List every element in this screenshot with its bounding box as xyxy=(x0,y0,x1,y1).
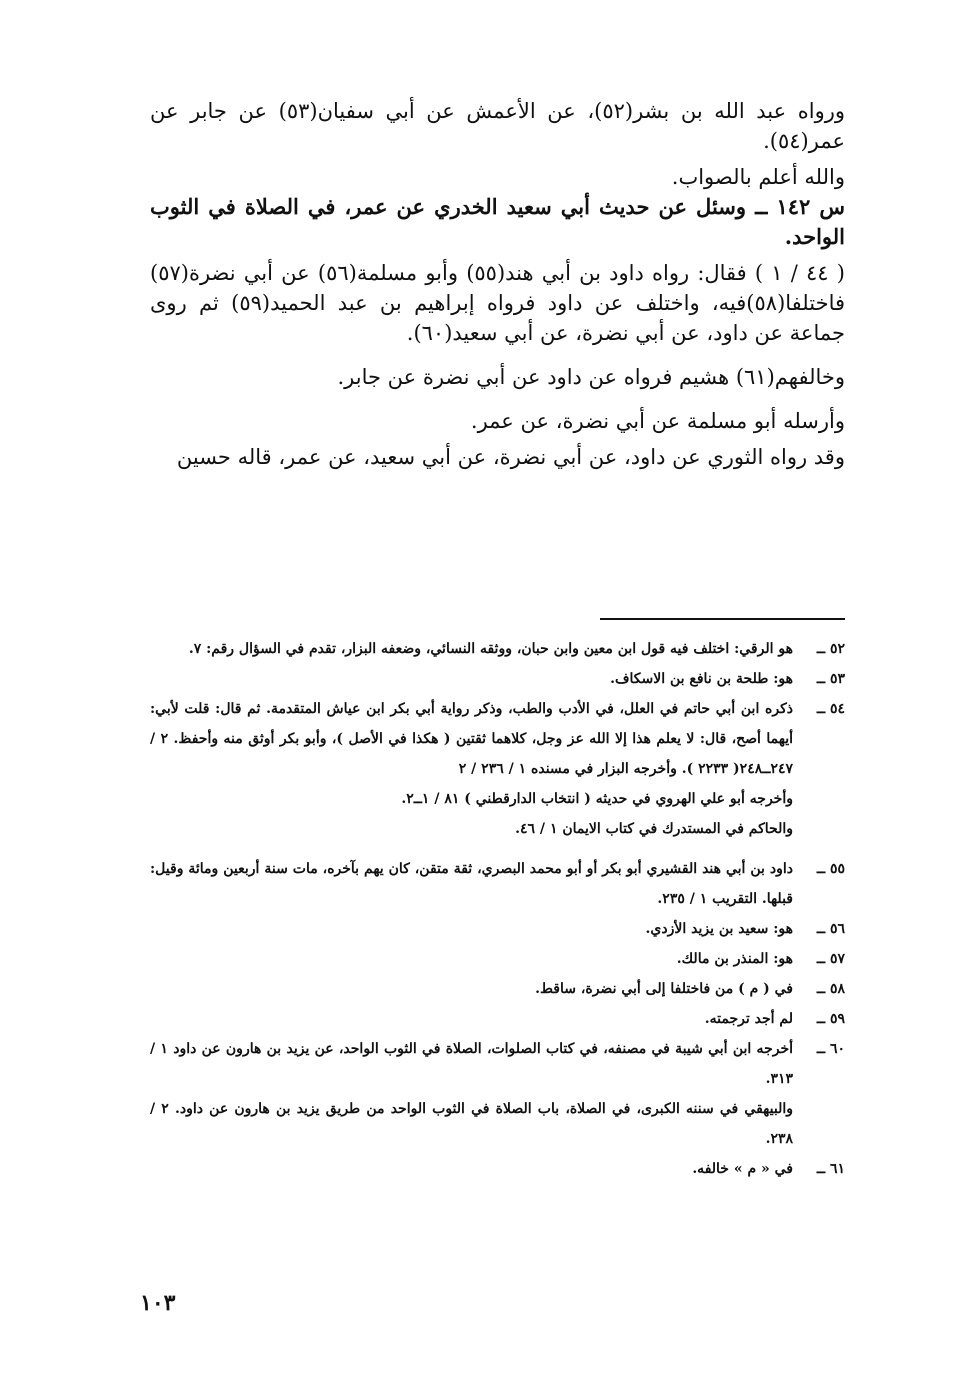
paragraph-2: والله أعلم بالصواب. xyxy=(671,165,845,189)
paragraph-5: وأرسله أبو مسلمة عن أبي نضرة، عن عمر. xyxy=(470,409,845,433)
footnote-53 xyxy=(150,664,845,694)
footnote-number: ٥٤ ــ xyxy=(816,701,845,717)
footnote-54-continuation: والحاكم في المستدرك في كتاب الايمان ١ / ٤٦. xyxy=(515,821,793,837)
footnote-61 xyxy=(150,1154,845,1184)
paragraph-3: ( ٤٤ / ١ ) فقال: رواه داود بن أبي هند(٥٥) وأبو مسلمة(٥٦) عن أبي نضرة(٥٧) فاختلفا(٥٨)فيه، واختلف عن داود فرواه إبراهيم بن عبد الحميد(٥٩) ثم روى جماعة عن داود، عن أبي نضرة، عن أبي سعيد(٦٠). xyxy=(150,261,845,345)
footnote-text: لم أجد ترجمته. xyxy=(704,1011,793,1027)
question-heading: س ١٤٢ ــ وسئل عن حديث أبي سعيد الخدري عن عمر، في الصلاة في الثوب الواحد. xyxy=(150,194,845,249)
footnote-52 xyxy=(150,634,845,664)
footnote-56 xyxy=(150,914,845,944)
paragraph-1: ورواه عبد الله بن بشر(٥٢)، عن الأعمش عن أبي سفيان(٥٣) عن جابر عن عمر(٥٤). xyxy=(150,99,846,153)
page-number: ١٠٣ xyxy=(140,1290,176,1316)
paragraph-6: وقد رواه الثوري عن داود، عن أبي نضرة، عن أبي سعيد، عن عمر، قاله حسين xyxy=(176,445,845,469)
paragraph-4: وخالفهم(٦١) هشيم فرواه عن داود عن أبي نضرة عن جابر. xyxy=(337,365,845,389)
footnote-number: ٥٩ ــ xyxy=(816,1011,845,1027)
footnote-number: ٥٨ ــ xyxy=(816,981,845,997)
footnote-58 xyxy=(150,974,845,1004)
footnote-text: هو: سعيد بن يزيد الأزدي. xyxy=(645,921,793,937)
footnote-number: ٥٥ ــ xyxy=(816,861,845,877)
footnote-57 xyxy=(150,944,845,974)
footnote-55 xyxy=(150,854,845,914)
footnote-54 xyxy=(150,694,845,784)
footnote-text: ذكره ابن أبي حاتم في العلل، في الأدب والطب، وذكر رواية أبي بكر ابن عياش المتقدمة. ثم قال: قلت لأبي: أيهما أصح، قال: لا يعلم هذا إلا الله عز وجل، كلاهما ثقتين ( هكذا في الأصل )، وأبو بكر أوثق منه وأحفظ. ٢ / ٢٤٧ــ٢٤٨( ٢٢٣٣ ). وأخرجه البزار في مسنده ١ / ٢٣٦ / ٢ xyxy=(150,701,793,777)
footnote-number: ٥٢ ــ xyxy=(816,641,845,657)
footnote-60-continuation: والبيهقي في سننه الكبرى، في الصلاة، باب الصلاة في الثوب الواحد من طريق يزيد بن هارون عن داود. ٢ / ٢٣٨. xyxy=(150,1101,793,1147)
footnote-59 xyxy=(150,1004,845,1034)
footnote-number: ٥٧ ــ xyxy=(816,951,845,967)
footnote-text: في « م » خالفه. xyxy=(692,1161,793,1177)
footnote-54-continuation: وأخرجه أبو علي الهروي في حديثه ( انتخاب الدارقطني ) ٨١ / ١ــ٢. xyxy=(401,791,793,807)
footnote-text: هو: طلحة بن نافع بن الاسكاف. xyxy=(610,671,793,687)
footnote-divider xyxy=(600,618,845,620)
footnote-text: هو: المنذر بن مالك. xyxy=(676,951,793,967)
footnote-number: ٦١ ــ xyxy=(816,1161,845,1177)
footnote-60 xyxy=(150,1034,845,1094)
main-text xyxy=(150,96,845,472)
footnote-text: في ( م ) من فاختلفا إلى أبي نضرة، ساقط. xyxy=(535,981,793,997)
footnote-text: أخرجه ابن أبي شيبة في مصنفه، في كتاب الصلوات، الصلاة في الثوب الواحد، عن يزيد بن هارون عن داود ١ / ٣١٣. xyxy=(150,1041,793,1087)
footnote-text: داود بن أبي هند القشيري أبو بكر أو أبو محمد البصري، ثقة متقن، كان يهم بآخره، مات سنة أربعين ومائة وقيل: قبلها. التقريب ١ / ٢٣٥. xyxy=(150,861,793,907)
footnote-number: ٥٣ ــ xyxy=(816,671,845,687)
footnote-text: هو الرقي: اختلف فيه قول ابن معين وابن حبان، ووثقه النسائي، وضعفه البزار، تقدم في السؤال رقم: ٧. xyxy=(188,641,793,657)
footnote-number: ٥٦ ــ xyxy=(816,921,845,937)
footnote-number: ٦٠ ــ xyxy=(816,1041,845,1057)
footnotes xyxy=(150,634,845,1184)
